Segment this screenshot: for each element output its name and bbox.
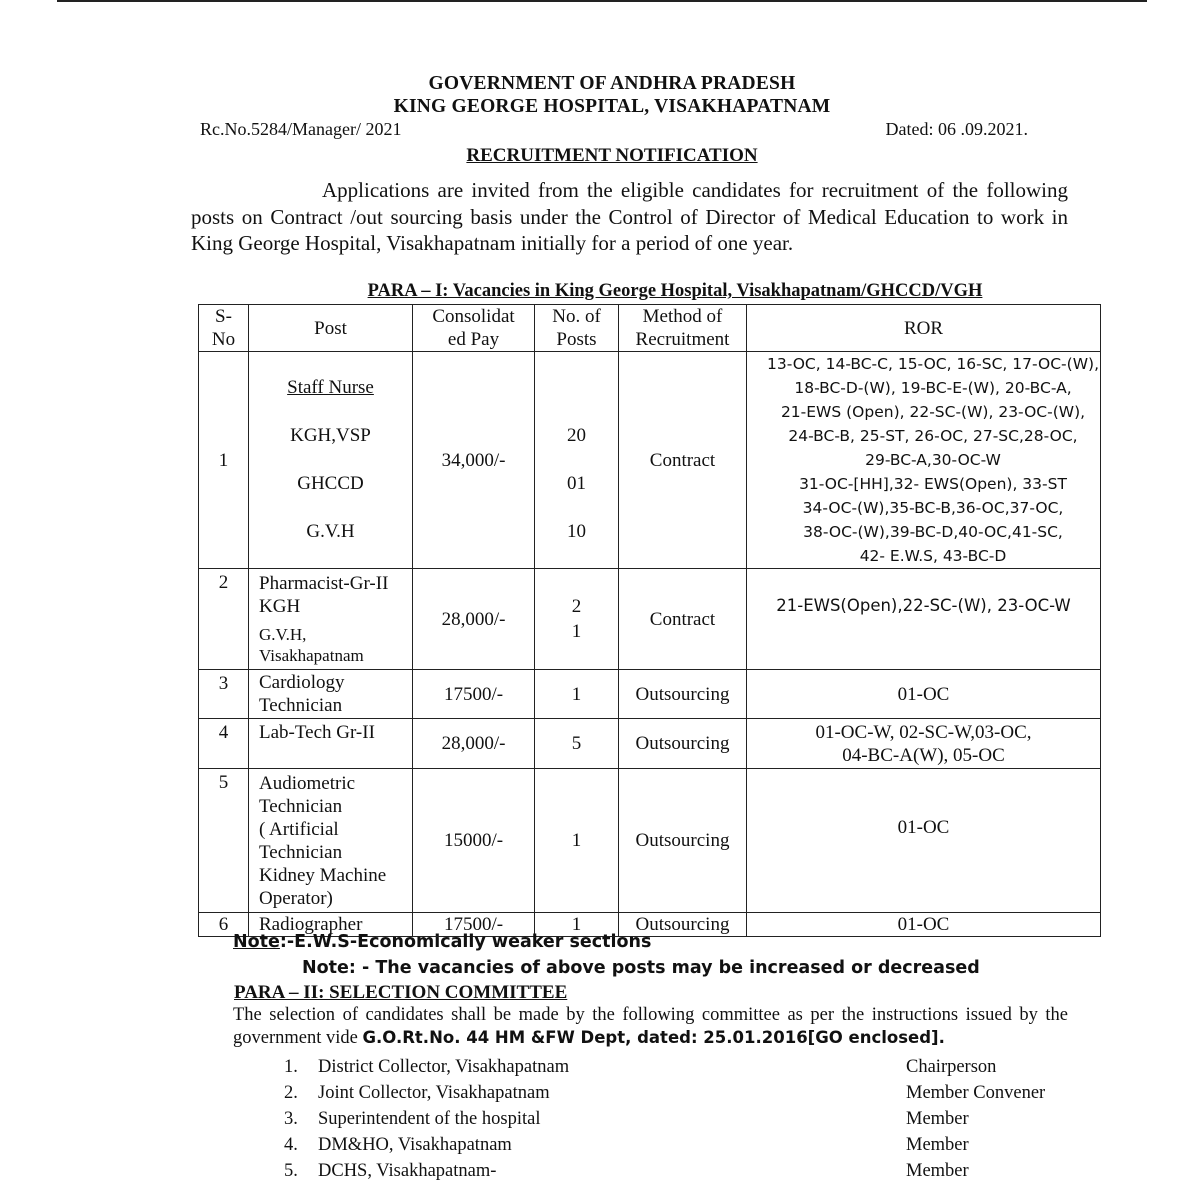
cell-posts: 5: [535, 719, 619, 769]
cell-sno: 6: [199, 913, 249, 937]
cell-sno: 3: [199, 670, 249, 719]
cell-method: Contract: [619, 352, 747, 569]
post-unit: KGH,VSP: [290, 425, 371, 446]
header-pay: Consolidat ed Pay: [413, 305, 535, 352]
cell-ror: 01-OC: [747, 670, 1101, 719]
header-post: Post: [249, 305, 413, 352]
list-item: 5. DCHS, Visakhapatnam- Member: [284, 1161, 969, 1181]
cell-sno: 5: [199, 769, 249, 913]
cell-posts: 20 01 10: [535, 352, 619, 569]
cell-post: Cardiology Technician: [249, 670, 413, 719]
note-ews-text: :-E.W.S-Economically weaker sections: [279, 932, 652, 952]
table-row: [199, 670, 1101, 719]
go-reference: G.O.Rt.No. 44 HM &FW Dept, dated: 25.01.2016[GO enclosed].: [362, 1027, 945, 1047]
cell-posts: 2 1: [535, 569, 619, 670]
para1-title: PARA – I: Vacancies in King George Hospital, Visakhapatnam/GHCCD/VGH: [367, 281, 983, 301]
page-top-border: [57, 0, 1147, 2]
cell-post: Radiographer: [249, 913, 413, 937]
reference-number: Rc.No.5284/Manager/ 2021: [200, 119, 402, 139]
cell-pay: 15000/-: [413, 769, 535, 913]
cell-pay: 17500/-: [413, 913, 535, 937]
table-row: [199, 352, 1101, 569]
cell-method: Outsourcing: [619, 719, 747, 769]
vacancy-table: [198, 304, 1101, 937]
list-item: 2. Joint Collector, Visakhapatnam Member Convener: [284, 1083, 1046, 1103]
post-unit: GHCCD: [297, 473, 364, 494]
cell-method: Outsourcing: [619, 913, 747, 937]
cell-ror: 13-OC, 14-BC-C, 15-OC, 16-SC, 17-OC-(W), 18-BC-D-(W), 19-BC-E-(W), 20-BC-A, 21-EWS (Open), 22-SC-(W), 23-OC-(W), 24-BC-B, 25-ST, 26-OC, 27-SC,28-OC, 29-BC-A,30-OC-W 31-OC-[HH],32- EWS(Open), 33-ST 34-OC-(W),35-BC-B,36-OC,37-OC, 38-OC-(W),39-BC-D,40-OC,41-SC, 42- E.W.S, 43-BC-D: [747, 352, 1101, 569]
cell-pay: 17500/-: [413, 670, 535, 719]
notice-date: Dated: 06 .09.2021.: [885, 119, 1028, 139]
table-row: [199, 719, 1101, 769]
table-row: [199, 769, 1101, 913]
cell-ror: 01-OC: [747, 769, 1101, 913]
cell-posts: 1: [535, 670, 619, 719]
cell-pay: 28,000/-: [413, 719, 535, 769]
header-method: Method of Recruitment: [619, 305, 747, 352]
cell-method: Contract: [619, 569, 747, 670]
table-header-row: [199, 305, 1101, 352]
cell-sno: 1: [199, 352, 249, 569]
post-unit: G.V.H: [306, 521, 355, 542]
hospital-heading: KING GEORGE HOSPITAL, VISAKHAPATNAM: [393, 96, 831, 117]
para2-title: PARA – II: SELECTION COMMITTEE: [234, 982, 568, 1003]
committee-list: [284, 1057, 1084, 1187]
selection-paragraph: The selection of candidates shall be made by the following committee as per the instructions issued by the government vide G.O.Rt.No. 44 HM &FW Dept, dated: 25.01.2016[GO enclosed].: [233, 1005, 1068, 1048]
list-item: 3. Superintendent of the hospital Member: [284, 1109, 969, 1129]
cell-pay: 28,000/-: [413, 569, 535, 670]
note-ews: [233, 932, 651, 952]
cell-sno: 4: [199, 719, 249, 769]
cell-pay: 34,000/-: [413, 352, 535, 569]
cell-posts: 1: [535, 769, 619, 913]
post-title: Staff Nurse: [287, 377, 374, 398]
cell-post: Audiometric Technician ( Artificial Technician Kidney Machine Operator): [249, 769, 413, 913]
cell-ror: 01-OC: [747, 913, 1101, 937]
intro-paragraph: Applications are invited from the eligible candidates for recruitment of the following posts on Contract /out sourcing basis under the Control of Director of Medical Education to work in King George Hospital, Visakhapatnam initially for a period of one year.: [191, 178, 1068, 255]
cell-method: Outsourcing: [619, 670, 747, 719]
header-posts: No. of Posts: [535, 305, 619, 352]
table-row: [199, 569, 1101, 670]
cell-method: Outsourcing: [619, 769, 747, 913]
note-label: Note: [233, 932, 280, 952]
list-item: 4. DM&HO, Visakhapatnam Member: [284, 1135, 969, 1155]
cell-post: [249, 352, 413, 569]
cell-post: Lab-Tech Gr-II: [249, 719, 413, 769]
cell-ror: 21-EWS(Open),22-SC-(W), 23-OC-W: [747, 569, 1101, 670]
header-sno: S- No: [199, 305, 249, 352]
header-ror: ROR: [747, 305, 1101, 352]
cell-posts: 1: [535, 913, 619, 937]
list-item: 1. District Collector, Visakhapatnam Chairperson: [284, 1057, 997, 1077]
cell-sno: 2: [199, 569, 249, 670]
govt-heading: GOVERNMENT OF ANDHRA PRADESH: [428, 73, 796, 94]
cell-ror: 01-OC-W, 02-SC-W,03-OC, 04-BC-A(W), 05-OC: [747, 719, 1101, 769]
cell-post: Pharmacist-Gr-II KGH G.V.H, Visakhapatnam: [249, 569, 413, 670]
notification-title: RECRUITMENT NOTIFICATION: [466, 145, 758, 166]
note-vacancies: Note: - The vacancies of above posts may be increased or decreased: [302, 958, 980, 978]
